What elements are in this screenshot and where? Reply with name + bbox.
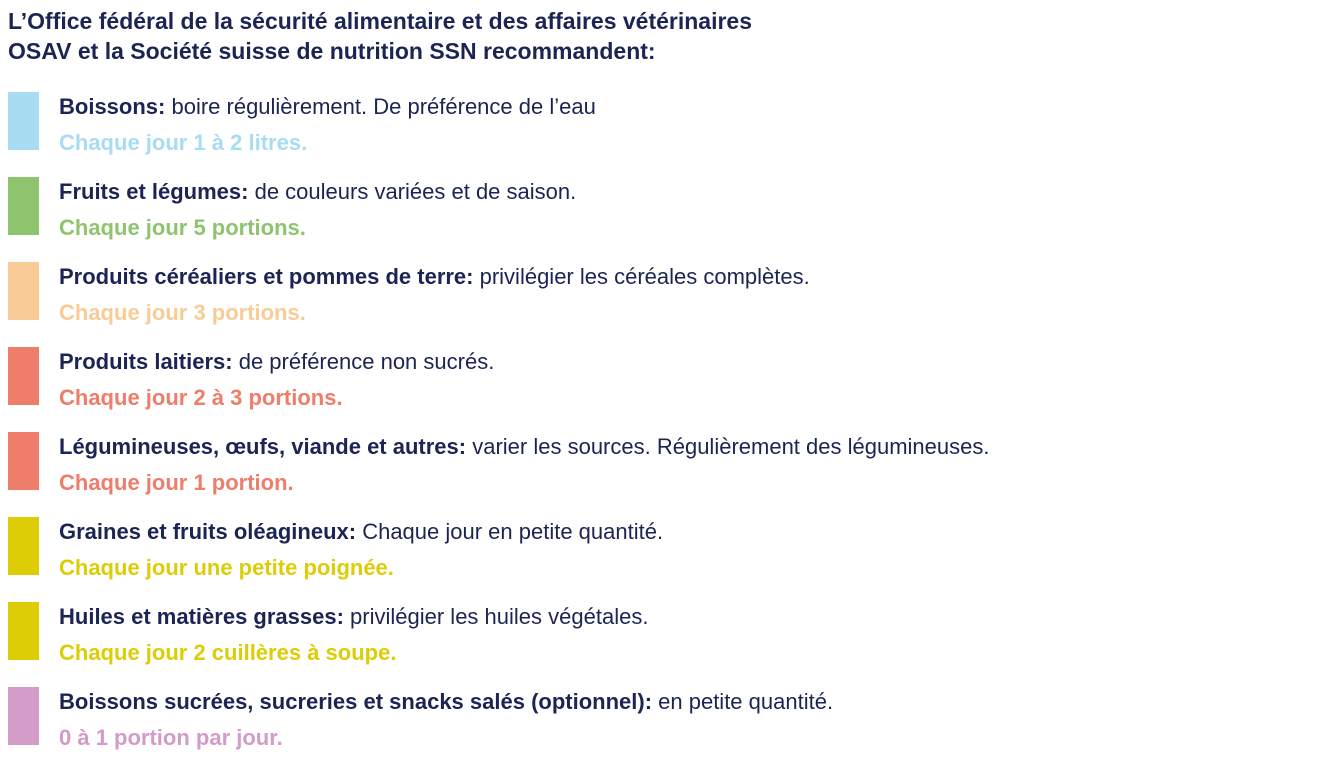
item-title: Fruits et légumes: — [59, 179, 249, 204]
item-description: de préférence non sucrés. — [232, 349, 495, 374]
item-description: varier les sources. Régulièrement des légumineuses. — [466, 434, 990, 459]
item-main-line — [59, 687, 1309, 717]
list-item-produits-laitiers — [0, 347, 1320, 432]
list-item-huiles — [0, 602, 1320, 687]
item-description: privilégier les céréales complètes. — [473, 264, 810, 289]
color-swatch — [8, 687, 39, 745]
list-item-fruits-legumes — [0, 177, 1320, 262]
heading-line-1: L’Office fédéral de la sécurité alimentaire et des affaires vétérinaires — [8, 8, 753, 34]
color-swatch — [8, 602, 39, 660]
item-main-line — [59, 517, 1309, 547]
color-swatch — [8, 262, 39, 320]
color-swatch — [8, 347, 39, 405]
item-amount: Chaque jour 5 portions. — [59, 215, 306, 240]
page-heading — [8, 6, 1308, 66]
list-item-graines-oleagineux — [0, 517, 1320, 602]
item-main-line — [59, 262, 1309, 292]
recommendation-list — [0, 92, 1320, 772]
list-item-sucreries — [0, 687, 1320, 772]
color-swatch — [8, 92, 39, 150]
list-item-boissons — [0, 92, 1320, 177]
color-swatch — [8, 517, 39, 575]
item-main-line — [59, 432, 1309, 462]
item-description: de couleurs variées et de saison. — [248, 179, 577, 204]
item-title: Produits laitiers: — [59, 349, 233, 374]
list-item-produits-cerealiers — [0, 262, 1320, 347]
item-description: boire régulièrement. De préférence de l’eau — [165, 94, 596, 119]
item-title: Légumineuses, œufs, viande et autres: — [59, 434, 467, 459]
color-swatch — [8, 432, 39, 490]
item-amount: Chaque jour 1 à 2 litres. — [59, 130, 308, 155]
item-main-line — [59, 177, 1309, 207]
item-amount: 0 à 1 portion par jour. — [59, 725, 283, 750]
item-amount: Chaque jour 2 à 3 portions. — [59, 385, 343, 410]
item-title: Produits céréaliers et pommes de terre: — [59, 264, 474, 289]
item-description: privilégier les huiles végétales. — [343, 604, 649, 629]
item-main-line — [59, 602, 1309, 632]
item-main-line — [59, 347, 1309, 377]
list-item-legumineuses — [0, 432, 1320, 517]
item-title: Boissons: — [59, 94, 166, 119]
item-description: en petite quantité. — [652, 689, 834, 714]
item-description: Chaque jour en petite quantité. — [356, 519, 664, 544]
item-title: Graines et fruits oléagineux: — [59, 519, 357, 544]
item-main-line — [59, 92, 1309, 122]
item-amount: Chaque jour 2 cuillères à soupe. — [59, 640, 397, 665]
item-amount: Chaque jour une petite poignée. — [59, 555, 394, 580]
color-swatch — [8, 177, 39, 235]
item-title: Boissons sucrées, sucreries et snacks salés (optionnel): — [59, 689, 653, 714]
item-amount: Chaque jour 1 portion. — [59, 470, 294, 495]
heading-line-2: OSAV et la Société suisse de nutrition SSN recommandent: — [8, 38, 656, 64]
item-title: Huiles et matières grasses: — [59, 604, 344, 629]
item-amount: Chaque jour 3 portions. — [59, 300, 306, 325]
